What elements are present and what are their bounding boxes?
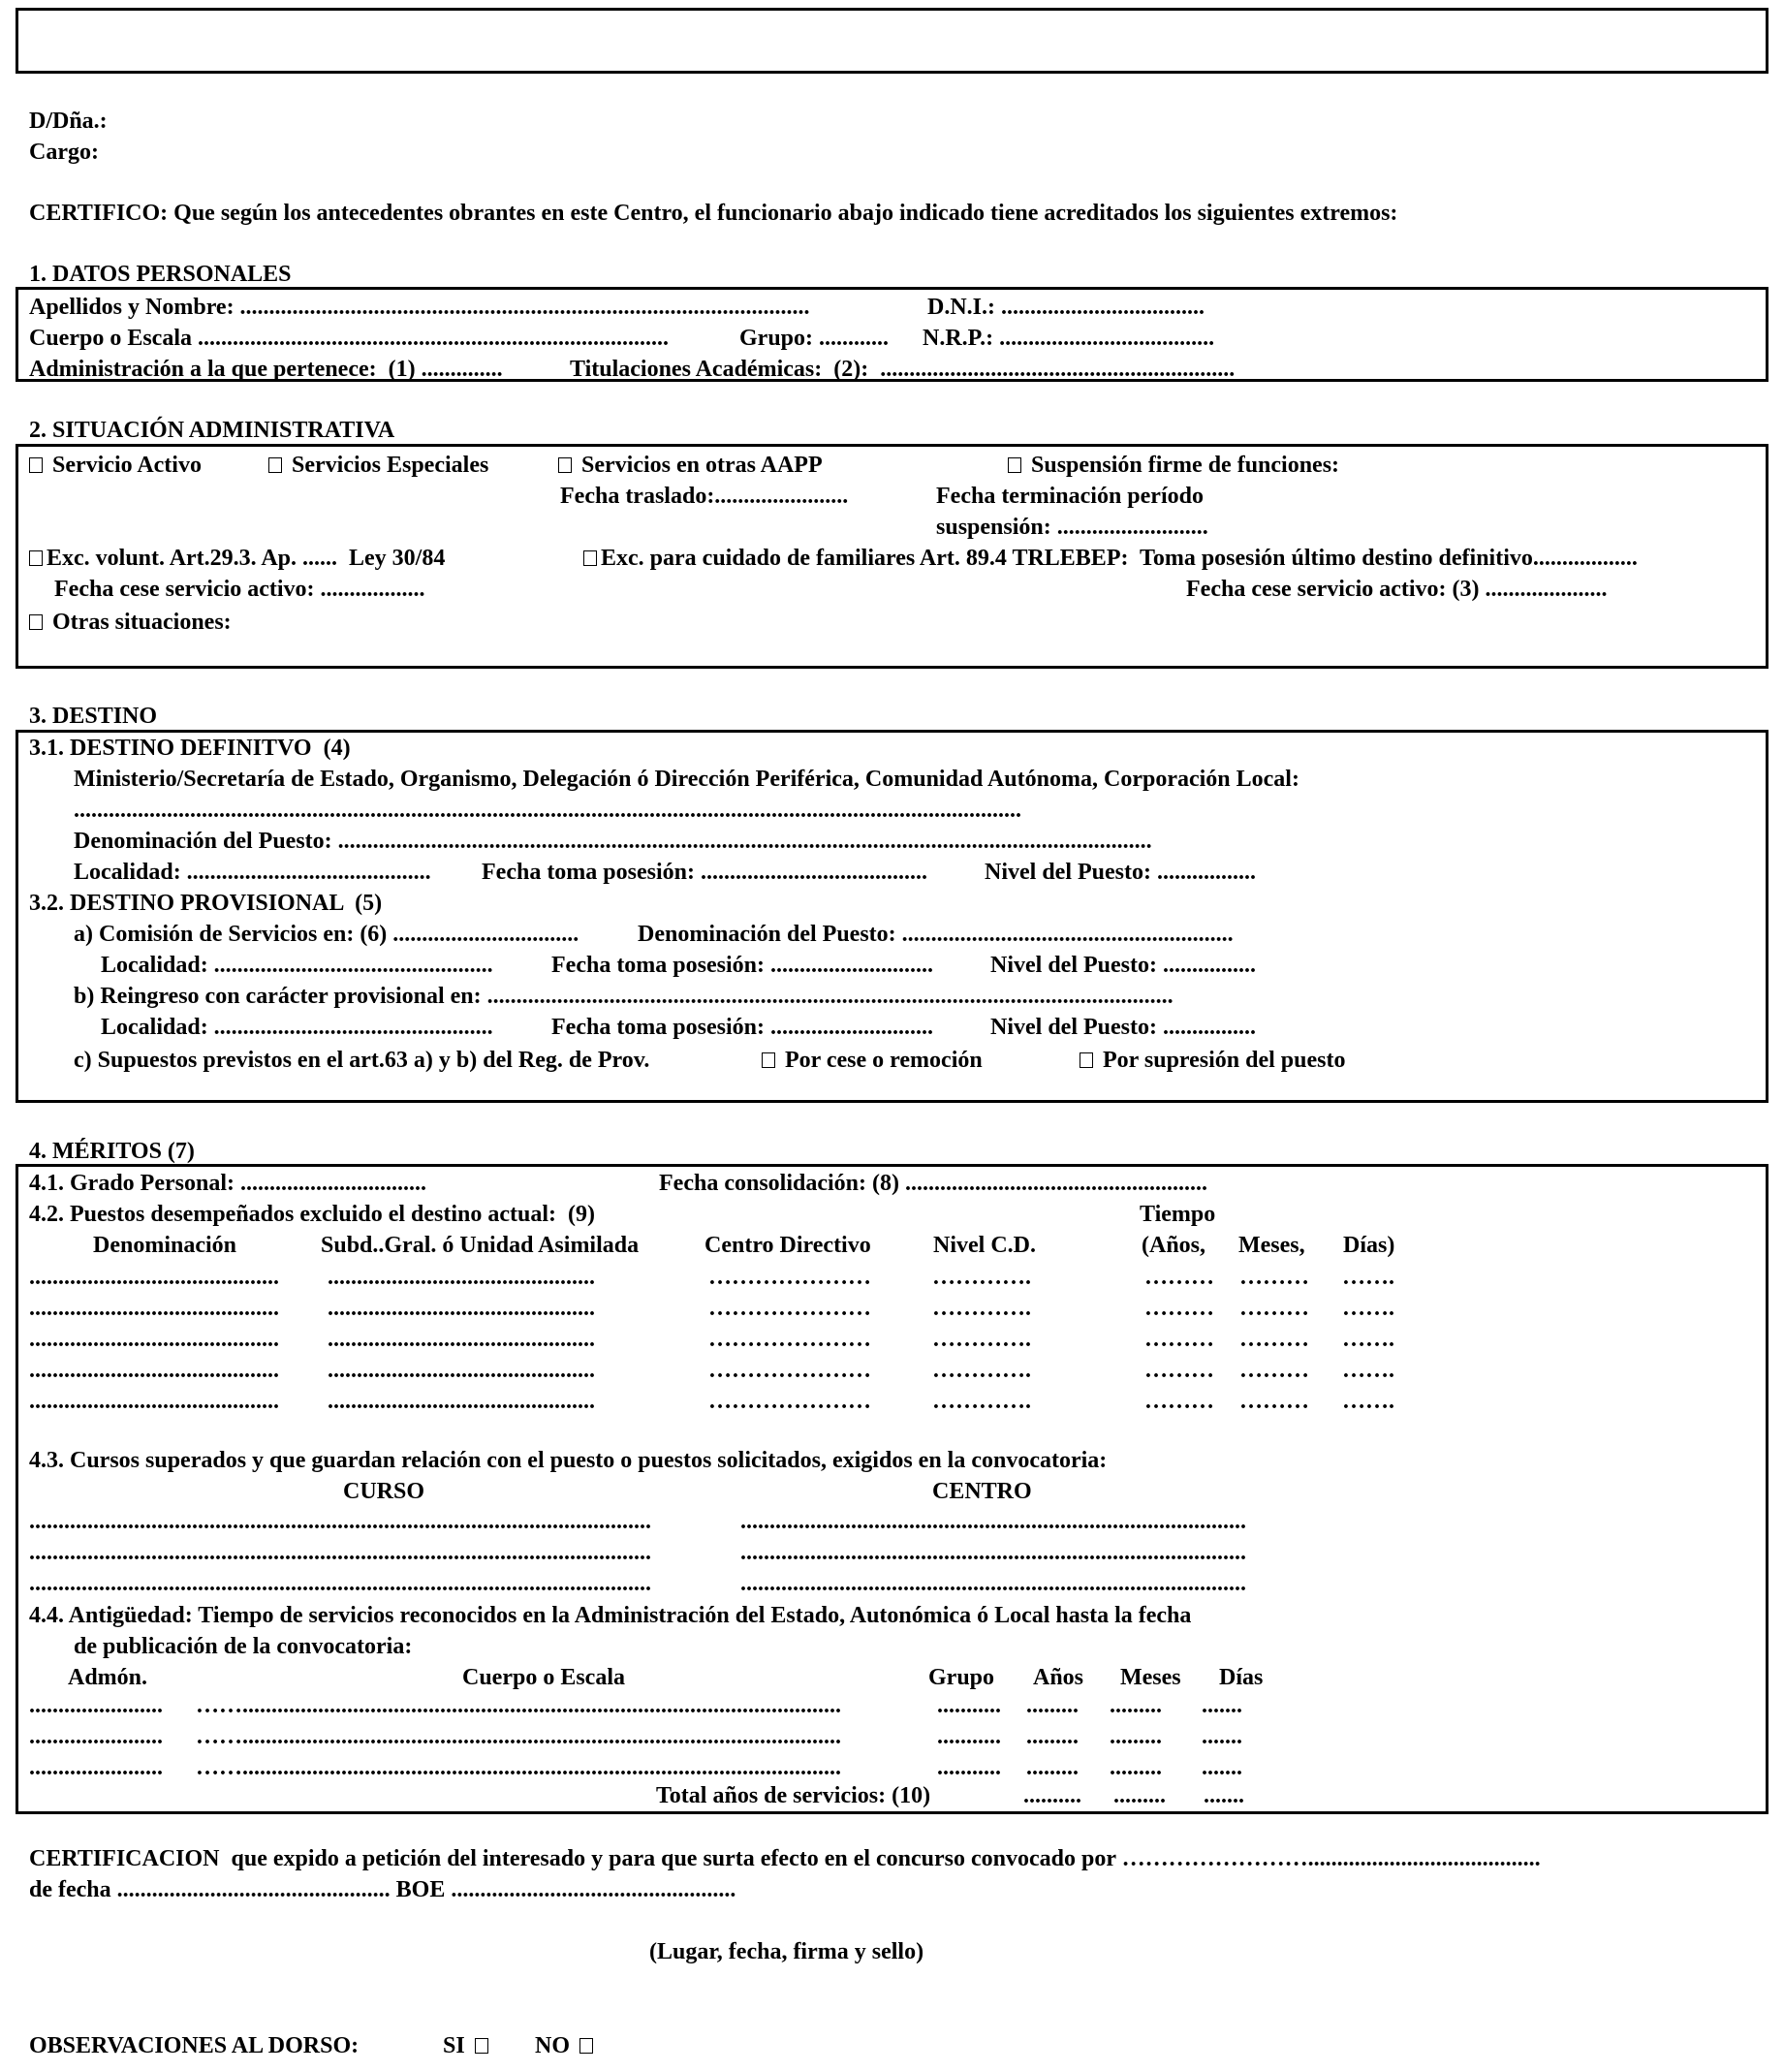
h-meses: Meses	[1120, 1665, 1181, 1690]
col-centro: Centro Directivo	[704, 1233, 871, 1258]
destino-definitivo-heading: 3.1. DESTINO DEFINITVO (4)	[29, 736, 351, 761]
section-3-title: 3. DESTINO	[29, 704, 158, 729]
obs-no-label: NO	[535, 2033, 570, 2058]
por-supresion-label: Por supresión del puesto	[1103, 1048, 1346, 1073]
row-meses: ………	[1239, 1265, 1309, 1290]
section-4-title: 4. MÉRITOS (7)	[29, 1139, 195, 1164]
total-anios-value: ..........	[1023, 1783, 1081, 1808]
col-dias: Días)	[1343, 1233, 1395, 1258]
antiguedad-heading-2: de publicación de la convocatoria:	[74, 1634, 413, 1659]
centro-dots: .......................................................................................	[740, 1540, 1246, 1565]
row-meses: ………	[1239, 1327, 1309, 1352]
titulaciones-field: Titulaciones Académicas: (2): .............................................................	[570, 357, 1236, 382]
dna-label: D/Dña.:	[29, 109, 108, 134]
row-anios: ………	[1144, 1265, 1214, 1290]
row-dias: …….	[1342, 1358, 1394, 1383]
obs-no-option[interactable]	[535, 2032, 603, 2059]
otras-situaciones-label: Otras situaciones:	[52, 610, 232, 635]
row-subd: ..............................................	[328, 1389, 595, 1414]
grado-personal-field: 4.1. Grado Personal: ................................	[29, 1171, 426, 1196]
antiguedad-heading: 4.4. Antigüedad: Tiempo de servicios reconocidos en la Administración del Estado, Autonómica ó Local hasta la fecha	[29, 1603, 1192, 1628]
row-dias: …….	[1342, 1327, 1394, 1352]
denominacion-puesto-field: Denominación del Puesto: ............................................................................................................................................	[74, 829, 1152, 854]
col-nivel: Nivel C.D.	[933, 1233, 1036, 1258]
reingreso-field: b) Reingreso con carácter provisional en: ......................................................................................................................	[74, 984, 1174, 1009]
col-anios: (Años,	[1142, 1233, 1206, 1258]
row-denominacion: ...........................................	[29, 1265, 279, 1290]
row-subd: ..............................................	[328, 1296, 595, 1321]
section-1-title: 1. DATOS PERSONALES	[29, 262, 292, 287]
exc-cuidado-label: Exc. para cuidado de familiares Art. 89.4 TRLEBEP: Toma posesión último destino definitivo..................	[601, 546, 1638, 571]
por-cese-option[interactable]	[762, 1047, 983, 1074]
servicios-otras-label: Servicios en otras AAPP	[581, 453, 823, 478]
exc-volunt-option[interactable]	[29, 545, 445, 572]
row-dias: …….	[1342, 1389, 1394, 1414]
por-cese-label: Por cese o remoción	[785, 1048, 983, 1073]
servicio-activo-label: Servicio Activo	[52, 453, 202, 478]
por-supresion-option[interactable]	[1080, 1047, 1346, 1074]
certifico-text: CERTIFICO: Que según los antecedentes obrantes en este Centro, el funcionario abajo indicado tiene acreditados los siguientes extremos:	[29, 201, 1398, 226]
cursos-heading: 4.3. Cursos superados y que guardan relación con el puesto o puestos solicitados, exigidos en la convocatoria:	[29, 1448, 1108, 1473]
ministerio-dots: ...................................................................................................................................................................	[74, 798, 1021, 823]
h-anios: Años	[1033, 1665, 1084, 1690]
antig-meses: .........	[1110, 1755, 1162, 1780]
apellidos-field: Apellidos y Nombre: ..................................................................................................	[29, 295, 810, 320]
fecha-toma-field: Fecha toma posesión: .......................................	[482, 860, 927, 885]
administracion-field: Administración a la que pertenece: (1) ..............	[29, 357, 503, 382]
row-nivel: ………….	[932, 1389, 1031, 1414]
row-nivel: ………….	[932, 1265, 1031, 1290]
row-denominacion: ...........................................	[29, 1296, 279, 1321]
row-centro: …………………	[708, 1358, 871, 1383]
nrp-field: N.R.P.: .....................................	[923, 326, 1215, 351]
por-cese-checkbox[interactable]	[762, 1052, 775, 1068]
fecha-cese-2-field: Fecha cese servicio activo: (3) .....................	[1186, 577, 1608, 602]
antig-dias: .......	[1202, 1755, 1242, 1780]
total-meses-value: .........	[1113, 1783, 1166, 1808]
servicios-especiales-checkbox[interactable]	[268, 457, 282, 473]
h-admon: Admón.	[68, 1665, 148, 1690]
h-cuerpo: Cuerpo o Escala	[462, 1665, 625, 1690]
comision-servicios-field: a) Comisión de Servicios en: (6) ................................	[74, 922, 579, 947]
total-dias-value: .......	[1204, 1783, 1244, 1808]
col-denominacion: Denominación	[93, 1233, 237, 1258]
row-denominacion: ...........................................	[29, 1358, 279, 1383]
nivel-puesto-field: Nivel del Puesto: .................	[985, 860, 1256, 885]
comision-nivel-field: Nivel del Puesto: ................	[990, 953, 1256, 978]
exc-volunt-checkbox[interactable]	[29, 550, 43, 566]
antig-grupo: ...........	[937, 1755, 1001, 1780]
supuestos-label: c) Supuestos previstos en el art.63 a) y b) del Reg. de Prov.	[74, 1048, 650, 1073]
antig-admon: .......................	[29, 1724, 163, 1749]
obs-no-checkbox[interactable]	[579, 2038, 593, 2054]
curso-dots: ...........................................................................................................	[29, 1509, 651, 1534]
fecha-boe-text: de fecha ............................................... BOE .................................................	[29, 1877, 736, 1902]
suspension-checkbox[interactable]	[1008, 457, 1021, 473]
curso-dots: ...........................................................................................................	[29, 1571, 651, 1596]
row-anios: ………	[1144, 1389, 1214, 1414]
suspension-option[interactable]	[1008, 452, 1339, 479]
obs-si-label: SI	[443, 2033, 465, 2058]
suspension-fecha-field: suspensión: ..........................	[936, 515, 1208, 540]
row-denominacion: ...........................................	[29, 1389, 279, 1414]
row-nivel: ………….	[932, 1327, 1031, 1352]
obs-si-checkbox[interactable]	[475, 2038, 488, 2054]
servicios-otras-checkbox[interactable]	[558, 457, 572, 473]
servicios-otras-option[interactable]	[558, 452, 823, 479]
suspension-label: Suspensión firme de funciones:	[1031, 453, 1340, 478]
antig-anios: .........	[1026, 1755, 1079, 1780]
antig-meses: .........	[1110, 1693, 1162, 1718]
certificacion-text: CERTIFICACION que expido a petición del interesado y para que surta efecto en el concurso convocado por ……………………........................................	[29, 1846, 1541, 1871]
antig-admon: .......................	[29, 1693, 163, 1718]
col-meses: Meses,	[1238, 1233, 1305, 1258]
row-anios: ………	[1144, 1327, 1214, 1352]
dni-field: D.N.I.: ...................................	[927, 295, 1205, 320]
fecha-terminacion-label: Fecha terminación período	[936, 484, 1204, 509]
h-grupo: Grupo	[928, 1665, 995, 1690]
row-meses: ………	[1239, 1358, 1309, 1383]
por-supresion-checkbox[interactable]	[1080, 1052, 1093, 1068]
antig-grupo: ...........	[937, 1693, 1001, 1718]
ministerio-label: Ministerio/Secretaría de Estado, Organismo, Delegación ó Dirección Periférica, Comunidad Autónoma, Corporación Local:	[74, 767, 1299, 792]
curso-col-heading: CURSO	[343, 1479, 425, 1504]
row-nivel: ………….	[932, 1296, 1031, 1321]
row-denominacion: ...........................................	[29, 1327, 279, 1352]
row-dias: …….	[1342, 1265, 1394, 1290]
otras-situaciones-checkbox[interactable]	[29, 614, 43, 630]
comision-denominacion-field: Denominación del Puesto: .........................................................	[638, 922, 1234, 947]
fecha-cese-1-field: Fecha cese servicio activo: ..................	[54, 577, 425, 602]
curso-dots: ...........................................................................................................	[29, 1540, 651, 1565]
row-meses: ………	[1239, 1389, 1309, 1414]
header-blank-box	[16, 8, 1768, 74]
exc-cuidado-checkbox[interactable]	[583, 550, 597, 566]
centro-dots: .......................................................................................	[740, 1509, 1246, 1534]
reingreso-localidad-field: Localidad: ................................................	[101, 1015, 493, 1040]
antig-admon: .......................	[29, 1755, 163, 1780]
row-anios: ………	[1144, 1296, 1214, 1321]
antig-dias: .......	[1202, 1724, 1242, 1749]
localidad-field: Localidad: ..........................................	[74, 860, 431, 885]
grupo-field: Grupo: ............	[739, 326, 890, 351]
fecha-traslado-field: Fecha traslado:.......................	[560, 484, 849, 509]
antig-dias: .......	[1202, 1693, 1242, 1718]
lugar-fecha-firma: (Lugar, fecha, firma y sello)	[649, 1939, 924, 1964]
puestos-heading: 4.2. Puestos desempeñados excluido el destino actual: (9)	[29, 1202, 595, 1227]
row-centro: …………………	[708, 1327, 871, 1352]
row-meses: ………	[1239, 1296, 1309, 1321]
row-dias: …….	[1342, 1296, 1394, 1321]
obs-si-option[interactable]	[443, 2032, 498, 2059]
total-anios-label: Total años de servicios: (10)	[656, 1783, 931, 1808]
observaciones-label: OBSERVACIONES AL DORSO:	[29, 2033, 360, 2058]
row-centro: …………………	[708, 1296, 871, 1321]
antig-meses: .........	[1110, 1724, 1162, 1749]
exc-cuidado-option[interactable]	[583, 545, 1638, 572]
servicios-especiales-label: Servicios Especiales	[292, 453, 489, 478]
comision-fecha-field: Fecha toma posesión: ............................	[551, 953, 933, 978]
servicio-activo-checkbox[interactable]	[29, 457, 43, 473]
antig-anios: .........	[1026, 1724, 1079, 1749]
antig-cuerpo: …….......................................................................................................	[196, 1693, 841, 1718]
tiempo-heading: Tiempo	[1140, 1202, 1216, 1227]
servicio-activo-option[interactable]	[29, 452, 202, 479]
destino-provisional-heading: 3.2. DESTINO PROVISIONAL (5)	[29, 891, 383, 916]
row-subd: ..............................................	[328, 1358, 595, 1383]
section-2-title: 2. SITUACIÓN ADMINISTRATIVA	[29, 418, 395, 443]
antig-cuerpo: …….......................................................................................................	[196, 1724, 841, 1749]
reingreso-nivel-field: Nivel del Puesto: ................	[990, 1015, 1256, 1040]
col-subd: Subd..Gral. ó Unidad Asimilada	[321, 1233, 640, 1258]
cuerpo-field: Cuerpo o Escala .................................................................................	[29, 326, 669, 351]
antig-grupo: ...........	[937, 1724, 1001, 1749]
centro-dots: .......................................................................................	[740, 1571, 1246, 1596]
row-centro: …………………	[708, 1389, 871, 1414]
row-centro: …………………	[708, 1265, 871, 1290]
servicios-especiales-option[interactable]	[268, 452, 488, 479]
otras-situaciones-option[interactable]	[29, 609, 232, 636]
comision-localidad-field: Localidad: ................................................	[101, 953, 493, 978]
row-anios: ………	[1144, 1358, 1214, 1383]
antig-cuerpo: …….......................................................................................................	[196, 1755, 841, 1780]
h-dias: Días	[1219, 1665, 1264, 1690]
antig-anios: .........	[1026, 1693, 1079, 1718]
centro-col-heading: CENTRO	[932, 1479, 1032, 1504]
row-subd: ..............................................	[328, 1265, 595, 1290]
row-subd: ..............................................	[328, 1327, 595, 1352]
row-nivel: ………….	[932, 1358, 1031, 1383]
cargo-label: Cargo:	[29, 140, 99, 165]
reingreso-fecha-field: Fecha toma posesión: ............................	[551, 1015, 933, 1040]
fecha-consolidacion-field: Fecha consolidación: (8) ....................................................	[659, 1171, 1207, 1196]
exc-volunt-label: Exc. volunt. Art.29.3. Ap. ...... Ley 30/84	[47, 546, 446, 571]
